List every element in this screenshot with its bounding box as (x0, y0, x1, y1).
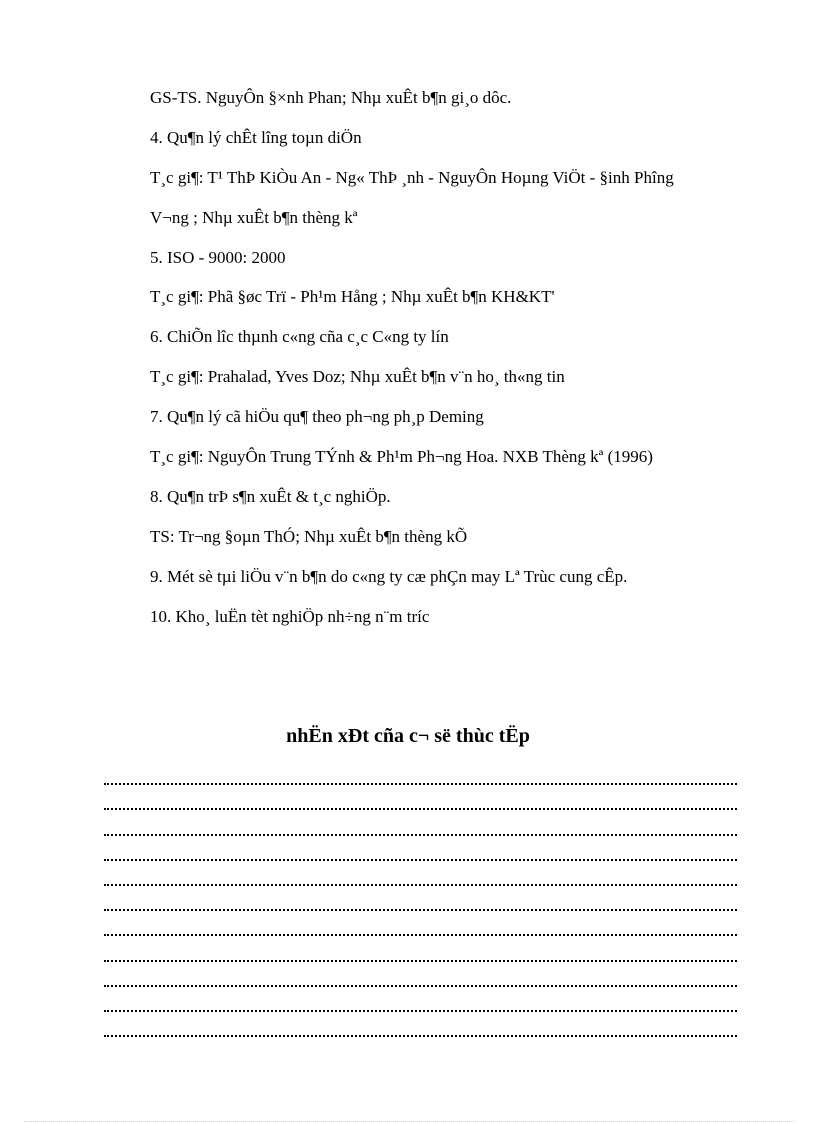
reference-line: 9. Mét sè tµi liÖu v¨n b¶n do c«ng ty cæ phÇn may Lª Trùc cung cÊp. (150, 566, 628, 586)
blank-dotted-line (104, 886, 737, 911)
blank-dotted-line (104, 911, 737, 936)
reference-line: V¬ng ; Nhµ xuÊt b¶n thèng kª (150, 207, 358, 227)
reference-line: 4. Qu¶n lý chÊt lîng toµn diÖn (150, 127, 362, 147)
section-heading: nhËn xÐt cña c¬ së thùc tËp (286, 725, 530, 747)
reference-line: 5. ISO - 9000: 2000 (150, 247, 286, 267)
blank-dotted-line (104, 760, 737, 785)
blank-dotted-line (104, 861, 737, 886)
blank-dotted-line (104, 810, 737, 835)
reference-list (150, 88, 770, 646)
blank-dotted-line (104, 836, 737, 861)
reference-line: T¸c gi¶: Prahalad, Yves Doz; Nhµ xuÊt b¶n v¨n ho¸ th«ng tin (150, 367, 565, 387)
reference-line: T¸c gi¶: NguyÔn Trung TÝnh & Ph¹m Ph¬ng Hoa. NXB Thèng kª (1996) (150, 447, 653, 467)
page-bottom-divider (24, 1121, 794, 1122)
blank-dotted-line (104, 987, 737, 1012)
reference-line: T¸c gi¶: Phã §øc Trï - Ph¹m Hång ; Nhµ xuÊt b¶n KH&KT' (150, 287, 555, 307)
blank-dotted-line (104, 936, 737, 961)
reference-line: T¸c gi¶: T¹ ThÞ KiÒu An - Ng« ThÞ ¸nh - NguyÔn Hoµng ViÖt - §inh Phîng (150, 167, 674, 187)
comment-blank-lines (104, 760, 737, 1037)
blank-dotted-line (104, 785, 737, 810)
blank-dotted-line (104, 962, 737, 987)
reference-line: 6. ChiÕn lîc thµnh c«ng cña c¸c C«ng ty lín (150, 327, 449, 347)
reference-line: 8. Qu¶n trÞ s¶n xuÊt & t¸c nghiÖp. (150, 486, 391, 506)
reference-line: GS-TS. NguyÔn §×nh Phan; Nhµ xuÊt b¶n gi¸o dôc. (150, 88, 512, 107)
blank-dotted-line (104, 1012, 737, 1037)
reference-line: 7. Qu¶n lý cã hiÖu qu¶ theo ph¬ng ph¸p Deming (150, 407, 484, 427)
reference-line: 10. Kho¸ luËn tèt nghiÖp nh÷ng n¨m tríc (150, 606, 430, 626)
reference-line: TS: Tr¬ng §oµn ThÓ; Nhµ xuÊt b¶n thèng kÕ (150, 526, 468, 546)
